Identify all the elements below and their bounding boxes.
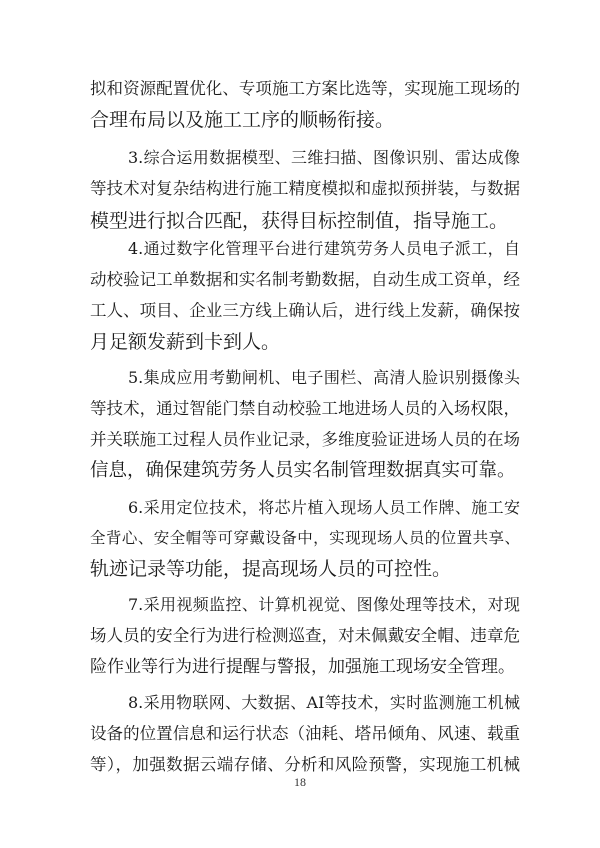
paragraph-line: 4.通过数字化管理平台进行建筑劳务人员电子派工，自 xyxy=(128,239,520,258)
paragraph-line: 全背心、安全帽等可穿戴设备中，实现现场人员的位置共享、 xyxy=(90,529,520,547)
paragraph-line: 模型进行拟合匹配，获得目标控制值，指导施工。 xyxy=(90,210,509,232)
paragraph-line: 险作业等行为进行提醒与警报，加强施工现场安全管理。 xyxy=(90,657,515,677)
paragraph-line: 8.采用物联网、大数据、AI等技术，实时监测施工机械 xyxy=(128,693,520,712)
paragraph-line: 工人、项目、企业三方线上确认后，进行线上发薪，确保按 xyxy=(90,301,520,320)
paragraph-line: 动校验记工单数据和实名制考勤数据，自动生成工资单，经 xyxy=(90,270,520,289)
paragraph-line: 轨迹记录等功能，提高现场人员的可控性。 xyxy=(90,558,452,580)
page-number: 18 xyxy=(294,775,306,789)
paragraph-line: 月足额发薪到卡到人。 xyxy=(90,331,281,353)
paragraph-line: 等技术对复杂结构进行施工精度模拟和虚拟预拼装，与数据 xyxy=(90,179,520,198)
paragraph-line: 5.集成应用考勤闸机、电子围栏、高清人脸识别摄像头 xyxy=(128,368,520,387)
paragraph-line: 3.综合运用数据模型、三维扫描、图像识别、雷达成像 xyxy=(128,148,520,167)
paragraph-line: 7.采用视频监控、计算机视觉、图像处理等技术，对现 xyxy=(128,595,520,614)
paragraph-line: 并关联施工过程人员作业记录，多维度验证进场人员的在场 xyxy=(90,430,520,449)
paragraph-line: 等），加强数据云端存储、分析和风险预警，实现施工机械 xyxy=(90,755,520,774)
paragraph-line: 拟和资源配置优化、专项施工方案比选等，实现施工现场的 xyxy=(90,79,520,98)
paragraph-line: 信息，确保建筑劳务人员实名制管理数据真实可靠。 xyxy=(90,460,516,481)
paragraph-line: 设备的位置信息和运行状态（油耗、塔吊倾角、风速、载重 xyxy=(90,724,520,743)
paragraph-line: 场人员的安全行为进行检测巡查，对未佩戴安全帽、违章危 xyxy=(90,626,520,645)
paragraph-line: 合理布局以及施工工序的顺畅衔接。 xyxy=(90,109,395,131)
paragraph-line: 等技术，通过智能门禁自动校验工地进场人员的入场权限， xyxy=(90,399,520,418)
paragraph-line: 6.采用定位技术，将芯片植入现场人员工作牌、施工安 xyxy=(128,498,520,517)
